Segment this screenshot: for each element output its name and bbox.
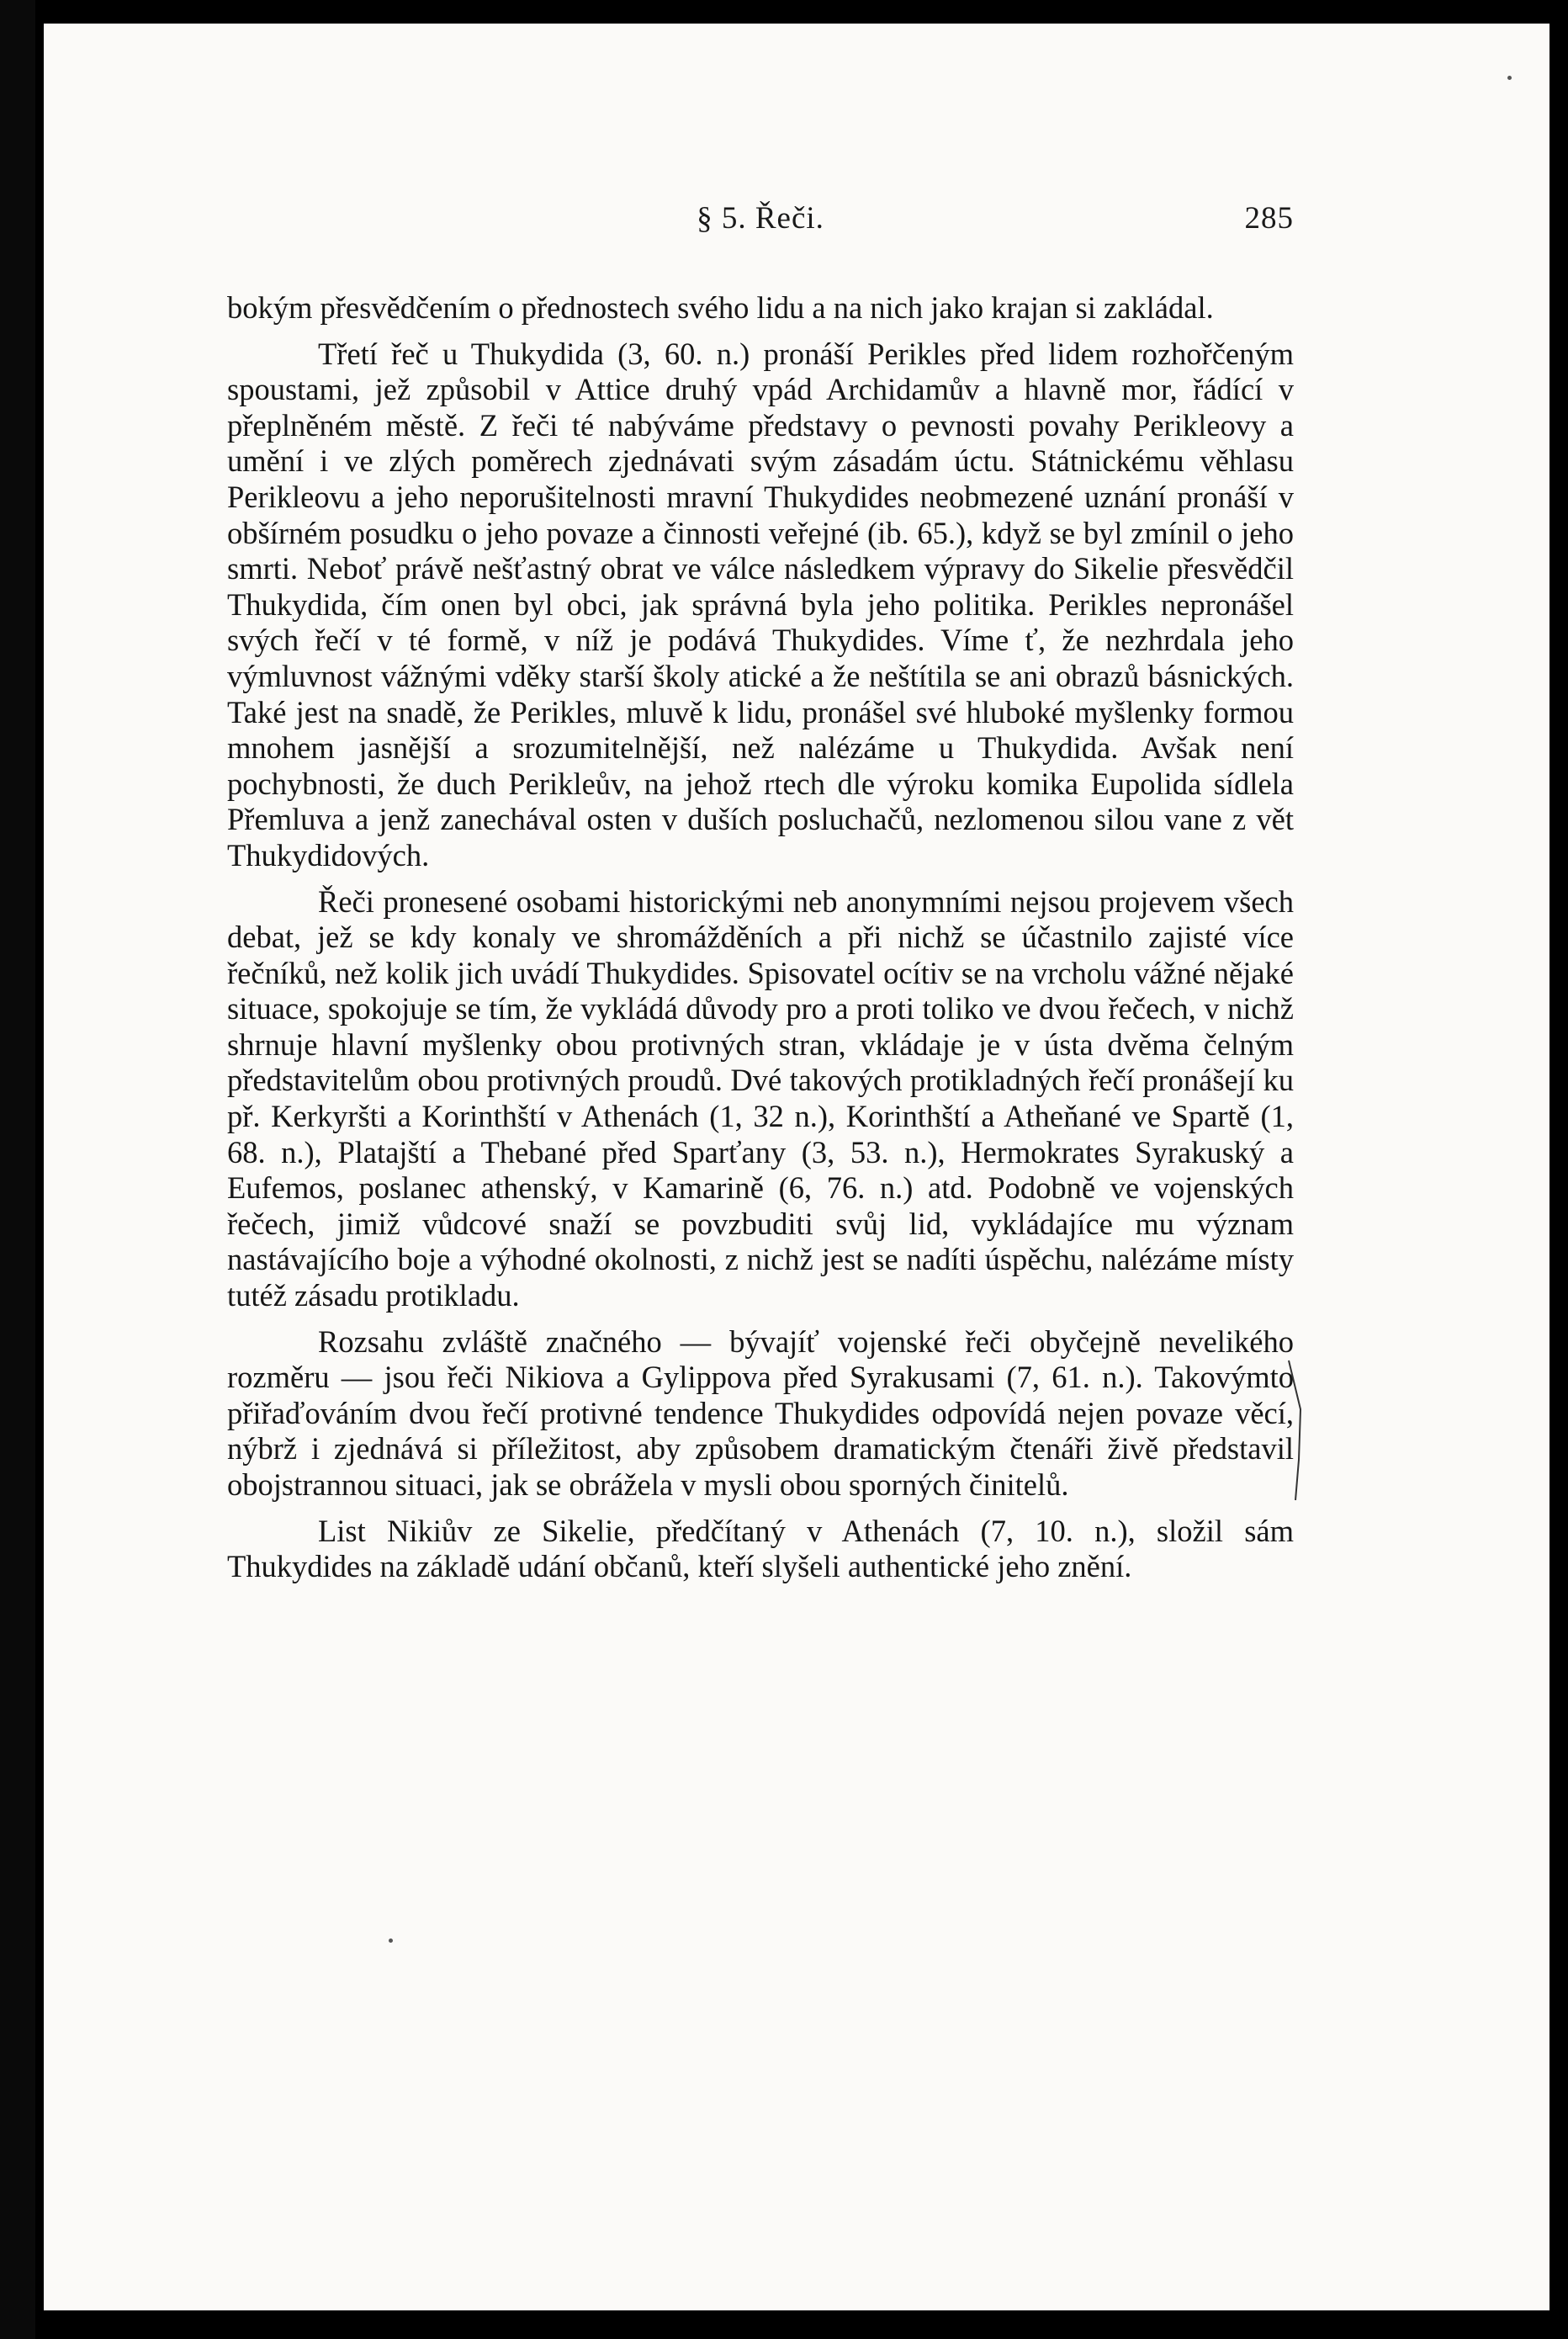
paragraph: bokým přesvědčením o přednostech svého lidu a na nich jako krajan si zakládal. (227, 290, 1214, 325)
running-head: § 5. Řeči. (697, 201, 824, 236)
scan-speck (389, 1939, 393, 1943)
paragraph: Řeči pronesené osobami historickými neb anonymními nejsou projevem všech debat, jež se kdy konaly ve shromážděních a při nichž se účastnilo zajisté více řečníků, než kolik jich uvádí Thukydides. Spisovatel ocítiv se na vrcholu vážné nějaké situace, spokojuje se tím, že vykládá důvody pro a proti toliko ve dvou řečech, v nichž shrnuje hlavní myšlenky obou protivných stran, vkládaje je v ústa dvěma čelným představitelům obou protivných proudů. Dvé takových protikladných řečí pronášejí ku př. Kerkyršti a Korinthští v Athenách (1, 32 n.), Korinthští a Atheňané ve Spartě (1, 68. n.), Platajští a Thebané před Sparťany (3, 53. n.), Hermokrates Syrakuský a Eufemos, poslanec athenský, v Kamarině (6, 76. n.) atd. Podobně ve vojenských řečech, jimiž vůdcové snaží se povzbuditi svůj lid, vykládajíce mu význam nastávajícího boje a výhodné okolnosti, z nichž jest se nadíti úspěchu, nalézáme místy tutéž zásadu protikladu. (227, 883, 1294, 1313)
page-number: 285 (1244, 201, 1294, 236)
scan-speck (1507, 76, 1512, 80)
body-text (227, 290, 1294, 1595)
paragraph: List Nikiův ze Sikelie, předčítaný v Athenách (7, 10. n.), složil sám Thukydides na základě udání občanů, kteří slyšeli authentické jeho znění. (227, 1513, 1294, 1584)
paragraph: Rozsahu zvláště značného — bývajíť vojenské řeči obyčejně nevelikého rozměru — jsou řeči Nikiova a Gylippova před Syrakusami (7, 61. n.). Takovýmto přiřaďováním dvou řečí protivné tendence Thukydides odpovídá nejen povaze věcí, nýbrž i zjednává si příležitost, aby způsobem dramatickým čtenáři živě představil obojstrannou situaci, jak se obrážela v mysli obou sporných činitelů. (227, 1323, 1294, 1502)
scan-border (0, 0, 35, 2339)
page-header (227, 200, 1294, 251)
paragraph: Třetí řeč u Thukydida (3, 60. n.) pronáší Perikles před lidem rozhořčeným spoustami, jež způsobil v Attice druhý vpád Archidamův a hlavně mor, řádící v přeplněném městě. Z řeči té nabýváme představy o pevnosti povahy Perikleovy a umění i ve zlých poměrech zjednávati svým zásadám úctu. Státnickému věhlasu Perikleovu a jeho neporušitelnosti mravní Thukydides neobmezené uznání pronáší v obšírném posudku o jeho povaze a činnosti veřejné (ib. 65.), když se byl zmínil o jeho smrti. Neboť právě nešťastný obrat ve válce následkem výpravy do Sikelie přesvědčil Thukydida, čím onen byl obci, jak správná byla jeho politika. Perikles nepronášel svých řečí v té formě, v níž je podává Thukydides. Víme ť, že nezhrdala jeho výmluvnost vážnými vděky starší školy atické a že neštítila se ani obrazů básnických. Také jest na snadě, že Perikles, mluvě k lidu, pronášel své hluboké myšlenky formou mnohem jasnější a srozumitelnější, než nalézáme u Thukydida. Avšak není pochybnosti, že duch Perikleův, na jehož rtech dle výroku komika Eupolida sídlela Přemluva a jenž zanechával osten v duších posluchačů, nezlomenou silou vane z vět Thukydidových. (227, 336, 1294, 872)
margin-pencil-mark (1287, 1359, 1304, 1502)
